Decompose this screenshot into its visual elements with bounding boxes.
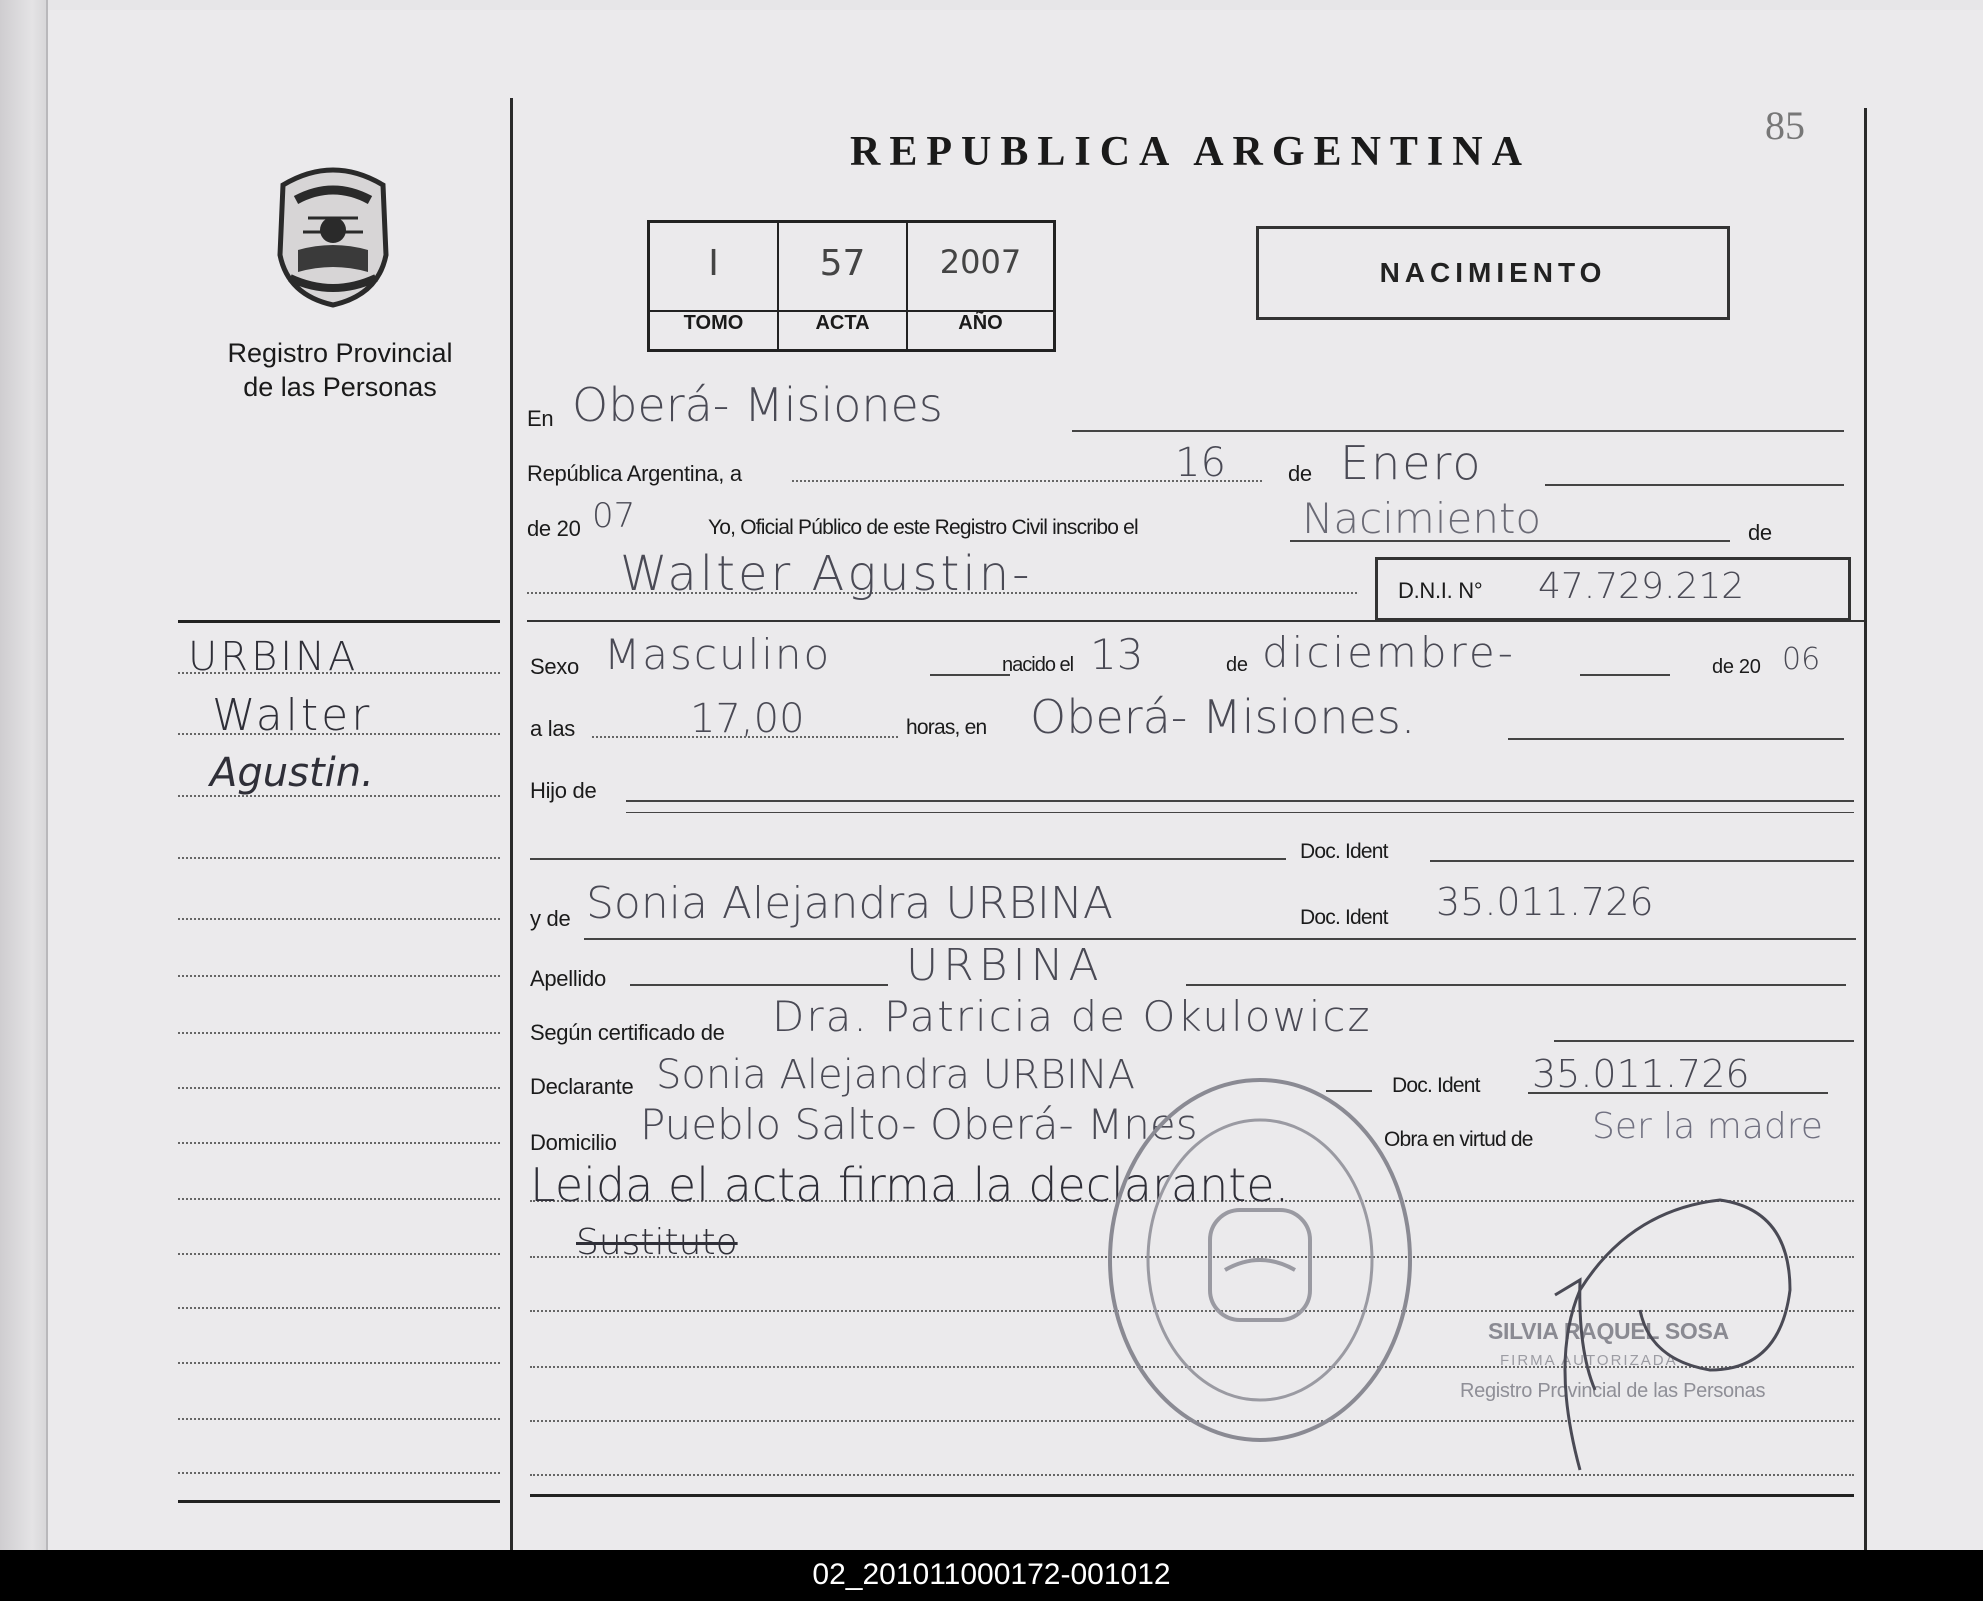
sidebar-line [178,975,500,977]
declarante-doc-value: 35.011.726 [1532,1052,1750,1096]
sexo-label: Sexo [530,654,579,679]
day-value: 16 [1175,440,1226,486]
father-doc-line [1430,860,1854,862]
apellido-value: URBINA [906,940,1104,991]
margin-surname: URBINA [188,634,359,680]
year-prefix-label: de 20 [527,516,581,541]
birth-month-value: diciembre- [1262,628,1516,677]
declarante-value: Sonia Alejandra URBINA [656,1052,1136,1098]
horas-label: horas, en [906,716,987,739]
tomo-value: I [708,243,719,284]
registry-line-1: Registro Provincial [227,338,453,368]
sidebar-line [178,1253,500,1255]
mother-doc-label: Doc. Ident [1300,906,1388,929]
sidebar-line [178,1198,500,1200]
dni-label: D.N.I. N° [1398,578,1483,603]
form-divider [527,620,1864,622]
father-doc-line-left [530,858,1286,860]
correction-note: Sustituto [576,1222,738,1263]
sidebar-bottom-rule [178,1500,500,1503]
document-id: 02_201011000172-001012 [812,1558,1171,1591]
hijo-label: Hijo de [530,778,597,803]
y-de-label: y de [530,906,571,931]
sidebar-line [178,1362,500,1364]
inscribo-line [1290,540,1730,542]
inscribo-value: Nacimiento [1302,494,1542,543]
declarante-doc-label: Doc. Ident [1392,1074,1480,1097]
apellido-line-left [630,984,888,986]
sidebar-line [178,1087,500,1089]
certificado-line [1554,1040,1854,1042]
birth-year-prefix-label: de 20 [1712,656,1761,678]
provincia-de-misiones-coat-of-arms-icon [268,160,398,308]
birth-place-value: Oberá- Misiones. [1030,690,1416,744]
record-type-label: NACIMIENTO [1379,257,1607,288]
month-value: Enero [1340,436,1483,490]
sidebar-line [178,1418,500,1420]
record-type-box [1256,226,1730,320]
month-line [1545,484,1844,486]
birth-day-value: 13 [1090,630,1144,679]
sidebar-line [178,1032,500,1034]
father-doc-label: Doc. Ident [1300,840,1388,863]
official-role: FIRMA AUTORIZADA [1500,1352,1678,1369]
sidebar-line [178,1472,500,1474]
dni-box [1375,557,1851,621]
de2-label: de [1748,520,1772,545]
closing-statement: Leida el acta firma la declarante. [530,1158,1290,1212]
column-divider [510,98,513,1550]
tomo-cell [650,223,779,310]
birth-year-value: 06 [1782,642,1821,677]
de3-label: de [1226,654,1248,676]
sidebar-line [178,857,500,859]
name-value: Walter Agustin- [620,546,1033,602]
en-line [1072,430,1844,432]
hour-value: 17,00 [690,696,805,742]
de-label: de [1288,461,1312,486]
acta-box [647,220,1056,352]
tomo-label: TOMO [683,312,744,334]
folio-number: 85 [1765,103,1805,148]
official-name: SILVIA RAQUEL SOSA [1488,1318,1729,1344]
a-las-label: a las [530,716,575,741]
book-binding [0,0,48,1550]
oficial-label: Yo, Oficial Público de este Registro Civil inscribo el [708,516,1138,539]
obra-label: Obra en virtud de [1384,1128,1533,1151]
margin-name-2: Agustin. [210,750,374,796]
mother-line [584,938,1856,940]
page-title: REPUBLICA ARGENTINA [850,129,1531,175]
declarante-doc-line [1528,1092,1828,1094]
certificado-value: Dra. Patricia de Okulowicz [772,992,1372,1041]
apellido-label: Apellido [530,966,606,991]
right-border [1864,108,1867,1550]
en-value: Oberá- Misiones [572,378,943,432]
acta-cell [779,223,908,310]
en-label: En [527,406,554,431]
birth-place-line [1508,738,1844,740]
mother-doc-value: 35.011.726 [1436,880,1654,924]
official-oval-stamp-icon [1100,1070,1420,1450]
caption-divider [777,310,779,349]
registry-title [190,336,490,404]
sexo-value: Masculino [604,630,832,679]
anio-cell [908,223,1053,310]
nacido-label: nacido el [1002,654,1074,676]
sidebar-line [178,918,500,920]
signature-icon [1480,1180,1810,1480]
caption-divider [906,310,908,349]
sidebar-line [178,1307,500,1309]
form-bottom-rule [530,1494,1854,1497]
segun-label: Según certificado de [530,1020,725,1045]
sexo-line [930,674,1010,676]
sidebar-top-rule [178,620,500,623]
father-line [626,800,1854,802]
obra-value: Ser la madre [1592,1106,1823,1147]
registry-line-2: de las Personas [243,372,437,402]
anio-label: AÑO [958,312,1003,334]
acta-label: ACTA [815,312,870,334]
anio-value: 2007 [939,243,1022,281]
sidebar-line [178,1142,500,1144]
official-institution: Registro Provincial de las Personas [1460,1380,1766,1402]
republica-label: República Argentina, a [527,461,742,486]
margin-name-1: Walter [212,690,373,741]
dni-value: 47.729.212 [1538,566,1745,607]
mother-value: Sonia Alejandra URBINA [586,878,1113,929]
declarante-label: Declarante [530,1074,634,1099]
father-line-2 [626,812,1854,813]
domicilio-value: Pueblo Salto- Oberá- Mnes [640,1100,1198,1149]
birth-month-line [1580,674,1670,676]
year-value: 07 [592,496,636,536]
apellido-line [1186,984,1846,986]
acta-value: 57 [819,243,866,284]
domicilio-label: Domicilio [530,1130,617,1155]
